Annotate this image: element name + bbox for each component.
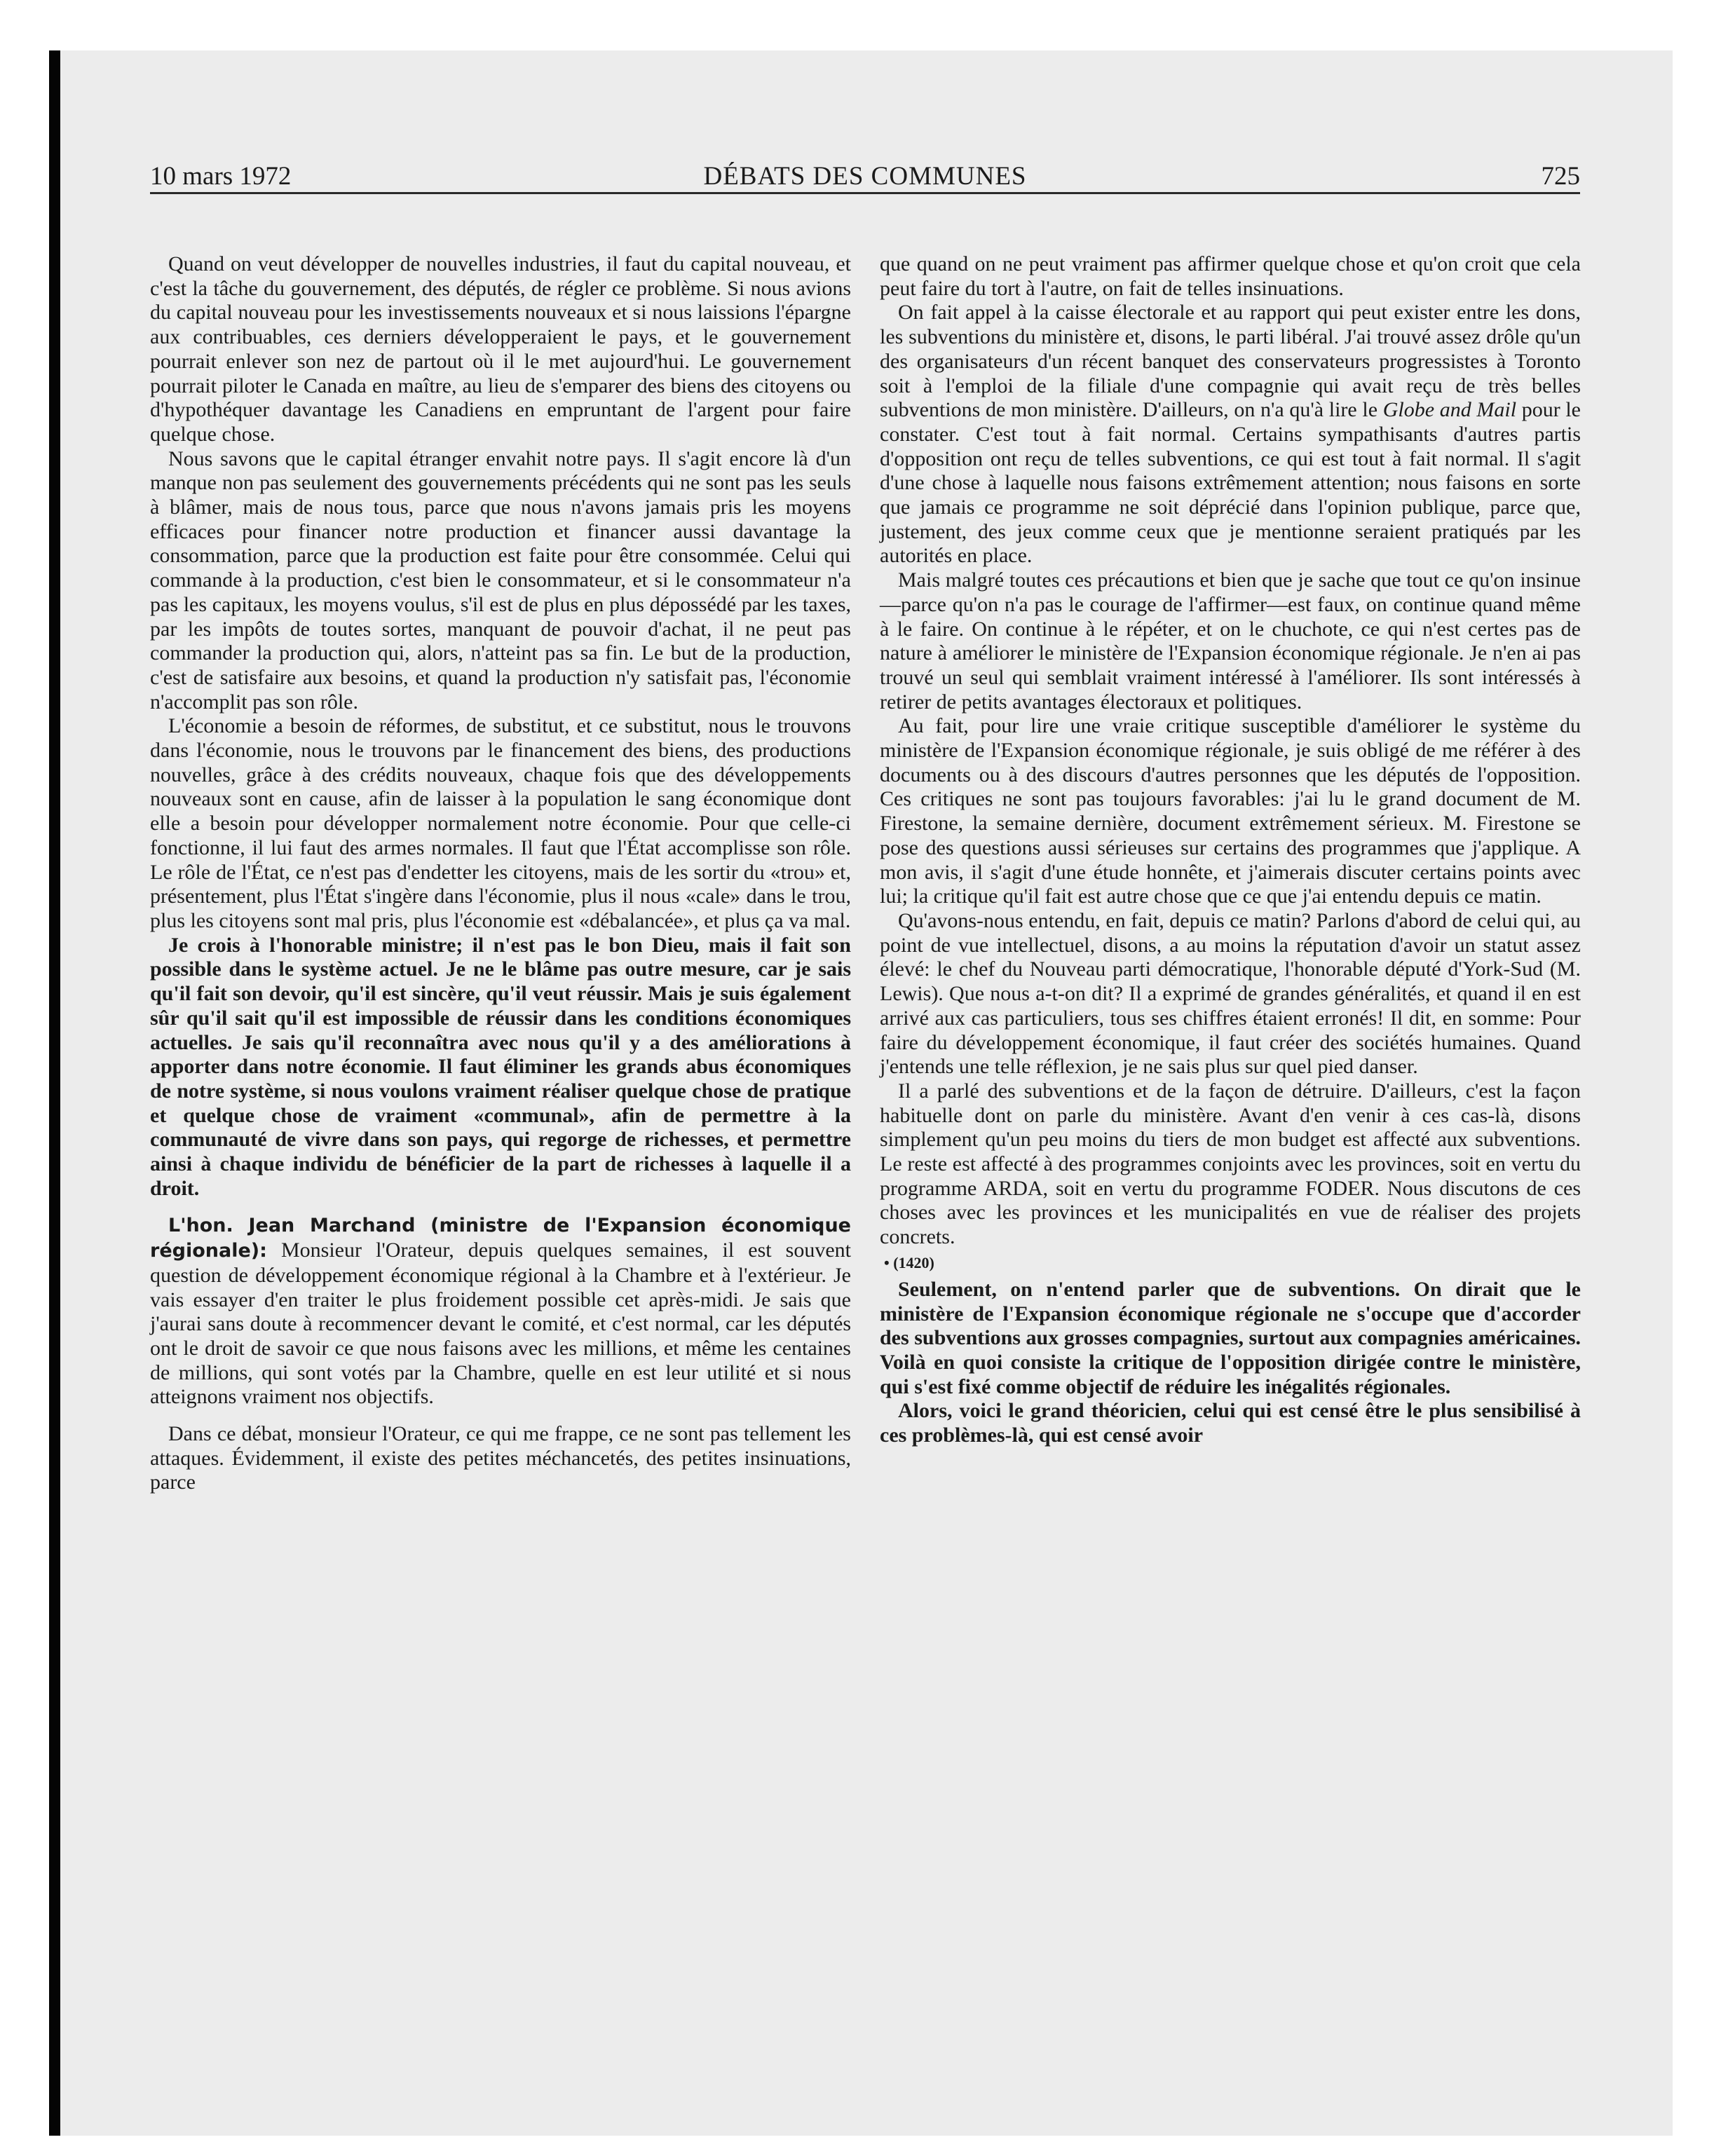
paragraph: Quand on veut développer de nouvelles industries, il faut du capital nouveau, et c'est la tâche du gouvernement, des députés, de régler ce problème. Si nous avions du capital nouveau pour les investissements nouveaux et si nous laissions l'épargne aux contribuables, ces derniers développeraient le pays, et le gouvernement pourrait enlever son nez de partout où il le met aujourd'hui. Le gouvernement pourrait piloter le Canada en maître, au lieu de s'emparer des biens des citoyens ou d'hypothéquer davantage les Canadiens en empruntant de l'argent pour faire quelque chose. xyxy=(150,252,851,446)
paragraph: L'économie a besoin de réformes, de substitut, et ce substitut, nous le trouvons dans l'économie, nous le trouvons par le financement des biens, des productions nouvelles, grâce à des crédits nouveaux, chaque fois que des développements nouveaux sont en cause, afin de laisser à la population le sang économique dont elle a besoin pour développer normalement notre économie. Pour que celle-ci fonctionne, il lui faut des armes normales. Il faut que l'État accomplisse son rôle. Le rôle de l'État, ce n'est pas d'endetter les citoyens, mais de les sortir du «trou» et, présentement, plus l'État s'ingère dans l'économie, plus il nous «cale» dans le trou, plus les citoyens sont mal pris, plus l'économie est «débalancée», et plus ça va mal. xyxy=(150,714,851,932)
paragraph: que quand on ne peut vraiment pas affirmer quelque chose et qu'on croit que cela peut faire du tort à l'autre, on fait de telles insinuations. xyxy=(880,252,1581,300)
speech-text: Monsieur l'Orateur, depuis quelques semaines, il est souvent question de développement économique régional à la Chambre et à l'extérieur. Je vais essayer d'en traiter le plus froidement possible cet après-midi. Je sais que j'aurai sans doute à recommencer devant le comité, et c'est normal, car les députés ont le droit de savoir ce que nous faisons avec les millions, et même les centaines de millions, qui sont votés par la Chambre, quelle en est leur utilité et si nous atteignons vraiment nos objectifs. xyxy=(150,1239,851,1409)
time-marker: • (1420) xyxy=(884,1253,934,1271)
header-date: 10 mars 1972 xyxy=(150,162,292,191)
speaker-paragraph xyxy=(150,1213,851,1410)
header-title: DÉBATS DES COMMUNES xyxy=(703,162,1027,191)
paragraph-text: On fait appel à la caisse électorale et au rapport qui peut exister entre les dons, les subventions du ministère et, disons, le parti libéral. J'ai trouvé assez drôle qu'un des organisateurs d'un récent banquet des conservateurs progressistes à Toronto soit à l'emploi de la filiale d'une compagnie qui avait reçu de très belles subventions de mon ministère. D'ailleurs, on n'a qu'à lire le xyxy=(880,301,1581,422)
header-page-number: 725 xyxy=(1541,162,1580,191)
paragraph: Nous savons que le capital étranger envahit notre pays. Il s'agit encore là d'un manque non pas seulement des gouvernements précédents qui ne sont pas les seuls à blâmer, mais de nous tous, parce que nous n'avons jamais pris les moyens efficaces pour financer notre production et financer aussi davantage la consommation, parce que la production est faite pour être consommée. Celui qui commande à la production, c'est bien le consommateur, et si le consommateur n'a pas les capitaux, les moyens voulus, s'il est de plus en plus dépossédé par les taxes, par les impôts de toutes sortes, manquant de pouvoir d'achat, il ne peut pas commander la production qui, alors, n'atteint pas sa fin. Le but de la production, c'est de satisfaire aux besoins, et quand la production n'y satisfait pas, l'économie n'accomplit pas son rôle. xyxy=(150,446,851,714)
paragraph: Au fait, pour lire une vraie critique susceptible d'améliorer le système du ministère de l'Expansion économique régionale, je suis obligé de me référer à des documents ou à des discours d'autres personnes que les députés de l'opposition. Ces critiques ne sont pas toujours favorables: j'ai lu le grand document de M. Firestone, la semaine dernière, document extrêmement sérieux. M. Firestone se pose des questions aussi sérieuses sur certains des programmes que j'applique. A mon avis, il s'agit d'une étude honnête, et j'aimerais discuter certains points avec lui; la critique qu'il fait est autre chose que ce que j'ai entendu depuis ce matin. xyxy=(880,714,1581,908)
paragraph-bold: Alors, voici le grand théoricien, celui qui est censé être le plus sensibilisé à ces problèmes-là, qui est censé avoir xyxy=(880,1399,1581,1447)
speaker-name: L'hon. Jean Marchand (ministre de l'Expansion économique régionale): xyxy=(150,1215,851,1262)
newspaper-title: Globe and Mail xyxy=(1382,398,1517,422)
paragraph: Dans ce débat, monsieur l'Orateur, ce qui me frappe, ce ne sont pas tellement les attaques. Évidemment, il existe des petites méchancetés, des petites insinuations, parce xyxy=(150,1422,851,1494)
scan-edge-bar xyxy=(49,50,60,2136)
paragraph xyxy=(880,301,1581,568)
paragraph: Qu'avons-nous entendu, en fait, depuis ce matin? Parlons d'abord de celui qui, au point de vue intellectuel, disons, a au moins la réputation d'avoir un statut assez élevé: le chef du Nouveau parti démocratique, l'honorable député d'York-Sud (M. Lewis). Que nous a-t-on dit? Il a exprimé de grandes généralités, et quand il en est arrivé aux cas particuliers, tous ses chiffres étaient erronés! Il dit, en somme: Pour faire du développement économique, il faut créer des sociétés humaines. Quand j'entends une telle réflexion, je ne sais plus sur quel pied danser. xyxy=(880,908,1581,1079)
paragraph: Il a parlé des subventions et de la façon de détruire. D'ailleurs, c'est la façon habituelle dont on parle du ministère. Avant d'en venir à ces cas-là, disons simplement qu'un peu moins du tiers de mon budget est affecté aux subventions. Le reste est affecté à des programmes conjoints avec les provinces, soit en vertu du programme ARDA, soit en vertu du programme FODER. Nous discutons de ces choses avec les provinces et les municipalités en vue de réaliser des projets concrets. xyxy=(880,1079,1581,1249)
running-header xyxy=(150,161,1580,194)
paragraph-bold: Seulement, on n'entend parler que de subventions. On dirait que le ministère de l'Expansion économique régionale ne s'occupe que d'accorder des subventions aux grosses compagnies, surtout aux compagnies américaines. Voilà en quoi consiste la critique de l'opposition dirigée contre le ministère, qui s'est fixé comme objectif de réduire les inégalités régionales. xyxy=(880,1277,1581,1398)
right-column xyxy=(880,252,1581,1448)
paragraph: Mais malgré toutes ces précautions et bien que je sache que tout ce qu'on insinue—parce qu'on n'a pas le courage de l'affirmer—est faux, on continue quand même à le faire. On continue à le répéter, et on le chuchote, ce qui n'est certes pas de nature à améliorer le ministère de l'Expansion économique régionale. Je n'en ai pas trouvé un seul qui semblait vraiment intéressé à l'améliorer. Ils sont intéressés à retirer de petits avantages électoraux et politiques. xyxy=(880,568,1581,714)
paragraph-text: pour le constater. C'est tout à fait normal. Certains sympathisants d'autres partis d'opposition ont reçu de telles subventions, ce qui est tout à fait normal. Il s'agit d'une chose à laquelle nous faisons extrêmement attention; nous faisons en sorte que jamais ce programme ne soit déprécié dans l'opinion publique, parce que, justement, des jeux comme ceux que je mentionne seraient pratiqués par les autorités en place. xyxy=(880,398,1581,568)
left-column xyxy=(150,252,851,1495)
paragraph-bold: Je crois à l'honorable ministre; il n'est pas le bon Dieu, mais il fait son possible dans le système actuel. Je ne le blâme pas outre mesure, car je sais qu'il fait son devoir, qu'il est sincère, qu'il veut réussir. Mais je suis également sûr qu'il sait qu'il est impossible de réussir dans les conditions économiques actuelles. Je sais qu'il reconnaîtra avec nous qu'il y a des améliorations à apporter dans notre économie. Il faut éliminer les grands abus économiques de notre système, si nous voulons vraiment réaliser quelque chose de pratique et quelque chose de vraiment «communal», afin de permettre à la communauté de vivre dans son pays, qui regorge de richesses, et permettre ainsi à chaque individu de bénéficier de la part de richesses à laquelle il a droit. xyxy=(150,933,851,1200)
